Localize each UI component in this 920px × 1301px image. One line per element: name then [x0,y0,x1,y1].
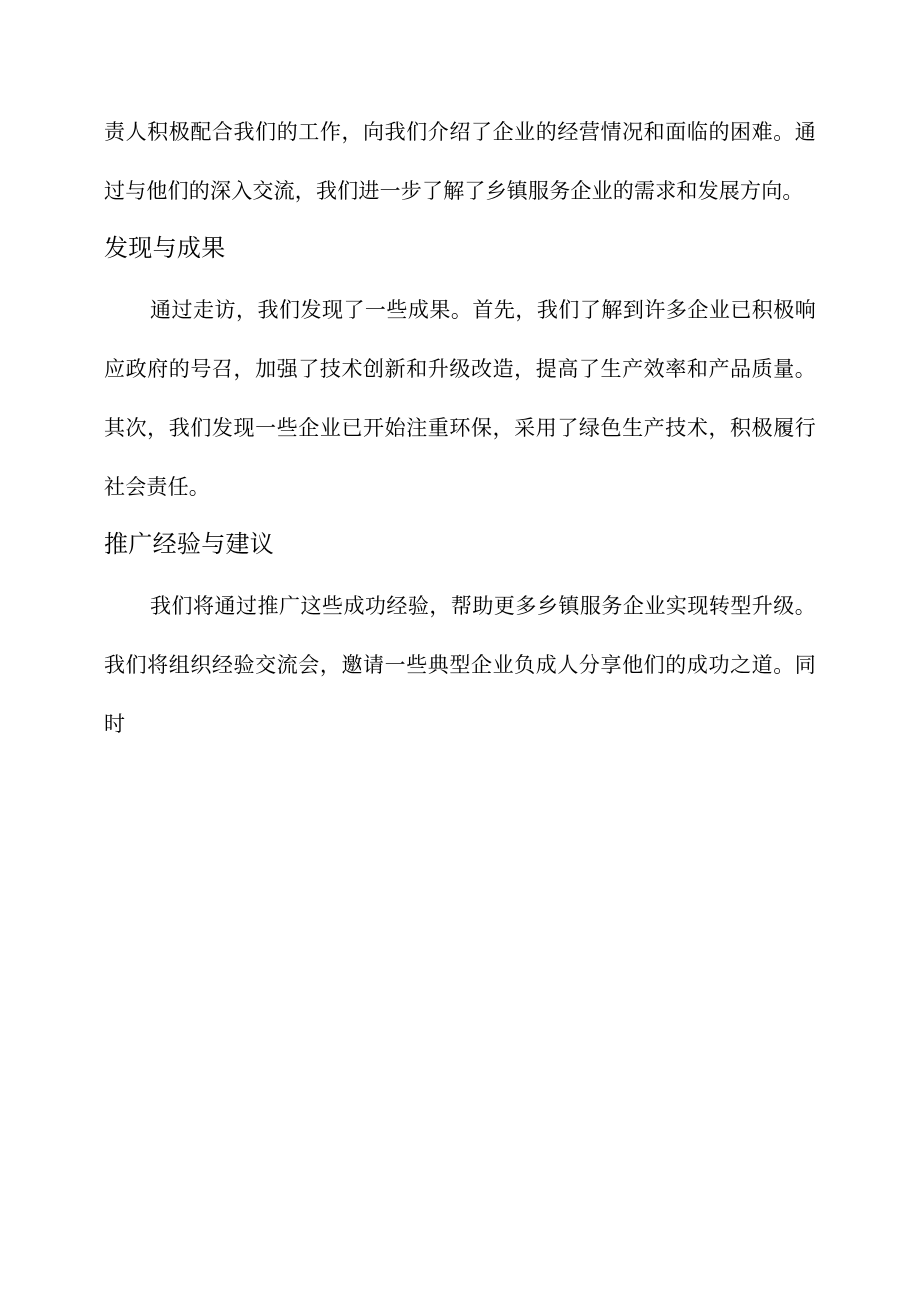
intro-paragraph: 责人积极配合我们的工作，向我们介绍了企业的经营情况和面临的困难。通过与他们的深入交流，我们进一步了解了乡镇服务企业的需求和发展方向。 [104,120,816,203]
section-body-findings: 通过走访，我们发现了一些成果。首先，我们了解到许多企业已积极响应政府的号召，加强了技术创新和升级改造，提高了生产效率和产品质量。其次，我们发现一些企业已开始注重环保，采用了绿色生产技术，积极履行社会责任。 [104,298,816,499]
section-body-recommendations: 我们将通过推广这些成功经验，帮助更多乡镇服务企业实现转型升级。我们将组织经验交流会，邀请一些典型企业负成人分享他们的成功之道。同时 [104,594,816,736]
section-heading-findings: 发现与成果 [104,234,226,262]
document-body [104,103,816,754]
section-heading-recommendations: 推广经验与建议 [104,530,275,558]
